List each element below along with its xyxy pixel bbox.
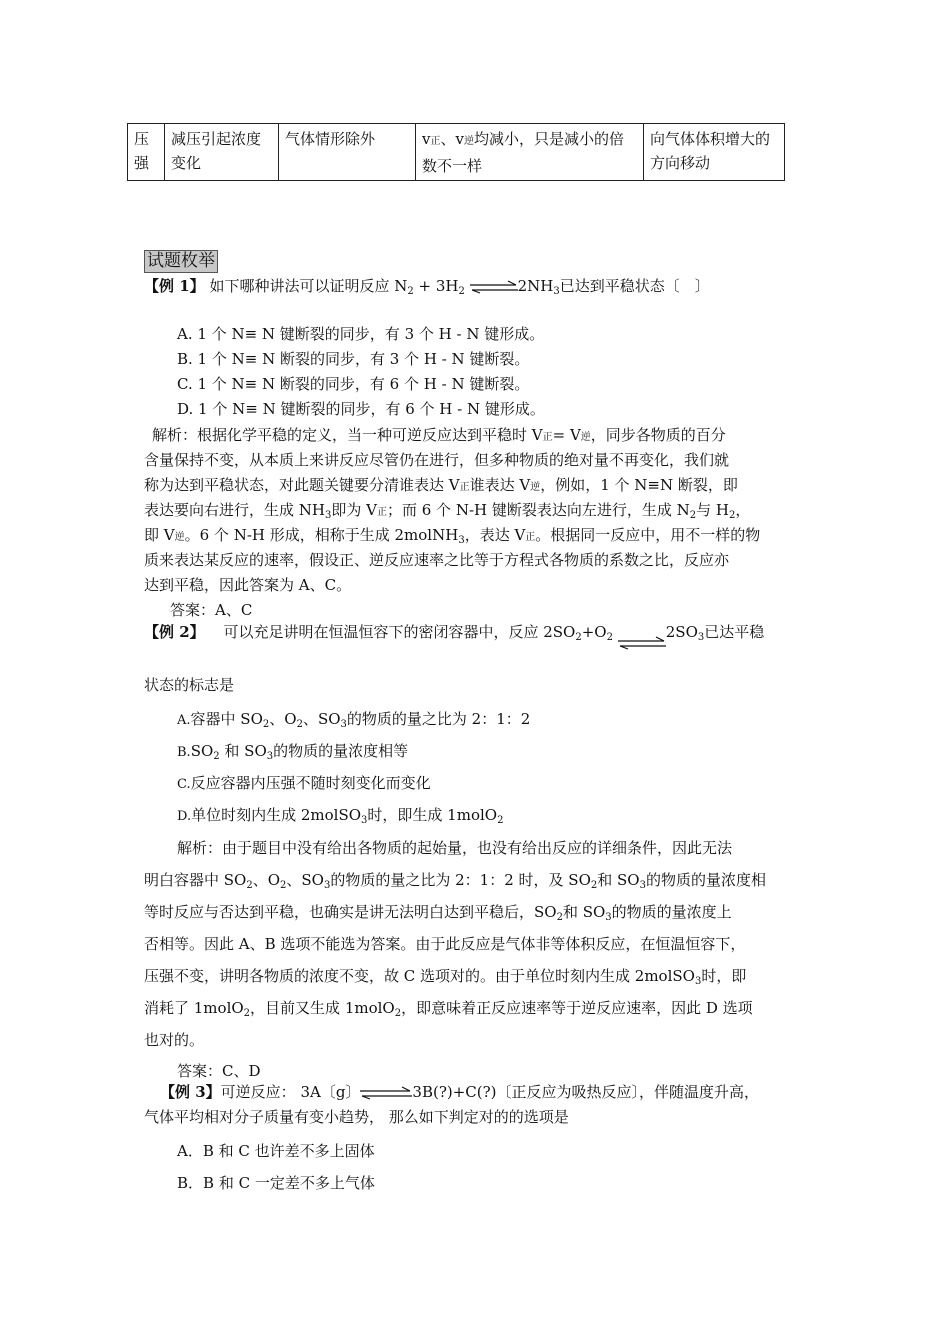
analysis-line: 表达要向右进行，生成 $NH_3$即为 V正；而 6 个 N-H 键断裂表达向左进行，生成 $N_2$与 $H_2$， xyxy=(144,501,751,521)
analysis-line: 也对的。 xyxy=(144,1031,205,1049)
example-2-label: 【例 2】 xyxy=(144,623,205,641)
table-row xyxy=(128,124,785,181)
table-cell: v正、v逆均减小，只是减小的倍数不一样 xyxy=(416,124,644,181)
list-item: B. 1 个 N≡ N 断裂的同步，有 3 个 H - N 键断裂。 xyxy=(177,350,530,368)
list-item: D. 1 个 N≡ N 键断裂的同步，有 6 个 H - N 键形成。 xyxy=(177,400,545,418)
analysis-line: 称为达到平稳状态，对此题关键要分清谁表达 V正谁表达 V逆，例如，1 个 N≡N 断裂，即 xyxy=(144,476,738,494)
table-cell: 减压引起浓度变化 xyxy=(165,124,279,181)
analysis-line: 即 V逆。6 个 N-H 形成，相称于生成 2molNH$_3$，表达 V正。根据同一反应中，用不一样的物 xyxy=(144,526,761,546)
analysis-line: 解析：根据化学平稳的定义，当一种可逆反应达到平稳时 V正= V逆，同步各物质的百分 xyxy=(152,426,726,444)
condition-table xyxy=(127,123,785,181)
analysis-line: 消耗了 1molO$_2$，目前又生成 1molO$_2$，即意味着正反应速率等于逆反应速率，因此 D 选项 xyxy=(144,999,753,1019)
table-cell: 压强 xyxy=(128,124,165,181)
example-3-question: 【例 3】可逆反应： 3A〔g〕 3B(?)+C(?)〔正反应为吸热反应〕，伴随温度升高， xyxy=(160,1083,760,1101)
analysis-line: 否相等。因此 A、B 选项不能选为答案。由于此反应是气体非等体积反应，在恒温恒容下， xyxy=(144,935,746,953)
section-heading: 试题枚举 xyxy=(144,250,218,273)
list-item: C.反应容器内压强不随时刻变化而变化 xyxy=(177,774,431,792)
equilibrium-arrow-icon xyxy=(360,1086,412,1100)
analysis-line: 解析：由于题目中没有给出各物质的起始量，也没有给出反应的详细条件，因此无法 xyxy=(177,839,733,857)
analysis-line: 达到平稳，因此答案为 A、C。 xyxy=(144,576,352,594)
example-3-label: 【例 3】 xyxy=(160,1083,221,1101)
list-item: $B.SO_2$ 和 $SO_3$的物质的量浓度相等 xyxy=(177,742,409,762)
list-item: C. 1 个 N≡ N 断裂的同步，有 6 个 H - N 键断裂。 xyxy=(177,375,530,393)
list-item: A．B 和 C 也许差不多上固体 xyxy=(177,1142,375,1160)
example-1-label: 【例 1】 xyxy=(144,277,205,295)
equilibrium-arrow-icon xyxy=(470,280,518,294)
list-item: B．B 和 C 一定差不多上气体 xyxy=(177,1174,375,1192)
analysis-line: 明白容器中 $SO_2$、$O_2$、$SO_3$的物质的量之比为 2：1：2 时，及 $SO_2$和 $SO_3$的物质的量浓度相 xyxy=(144,871,766,891)
list-item: A.容器中 $SO_2$、$O_2$、$SO_3$的物质的量之比为 2：1：2 xyxy=(177,710,531,730)
example-1-question: 【例 1】 如下哪种讲法可以证明反应 $N_2 + 3H_2$ $2NH_3$已达到平稳状态〔 〕 xyxy=(144,277,710,297)
example-2-question: 【例 2】 可以充足讲明在恒温恒容下的密闭容器中，反应 $2SO_2+O_2$ $2SO_3$已达平稳 xyxy=(144,621,764,651)
question-continued: 状态的标志是 xyxy=(144,676,235,694)
analysis-line: 等时反应与否达到平稳，也确实是讲无法明白达到平稳后，$SO_2$和 $SO_3$的物质的量浓度上 xyxy=(144,903,732,923)
answer-text: 答案：A、C xyxy=(170,601,253,619)
answer-text: 答案：C、D xyxy=(177,1062,261,1080)
analysis-line: 含量保持不变，从本质上来讲反应尽管仍在进行，但多种物质的绝对量不再变化，我们就 xyxy=(144,451,730,469)
table-cell: 向气体体积增大的方向移动 xyxy=(644,124,785,181)
question-continued: 气体平均相对分子质量有变小趋势， 那么如下判定对的的选项是 xyxy=(144,1108,569,1126)
list-item: D.单位时刻内生成 2molSO$_3$时，即生成 1molO$_2$ xyxy=(177,806,504,826)
analysis-line: 压强不变，讲明各物质的浓度不变，故 C 选项对的。由于单位时刻内生成 2molSO$_3$时，即 xyxy=(144,967,747,987)
equilibrium-arrow-icon xyxy=(618,621,666,651)
table-cell: 气体情形除外 xyxy=(279,124,416,181)
list-item: A. 1 个 N≡ N 键断裂的同步，有 3 个 H - N 键形成。 xyxy=(177,325,545,343)
analysis-line: 质来表达某反应的速率，假设正、逆反应速率之比等于方程式各物质的系数之比，反应亦 xyxy=(144,551,730,569)
